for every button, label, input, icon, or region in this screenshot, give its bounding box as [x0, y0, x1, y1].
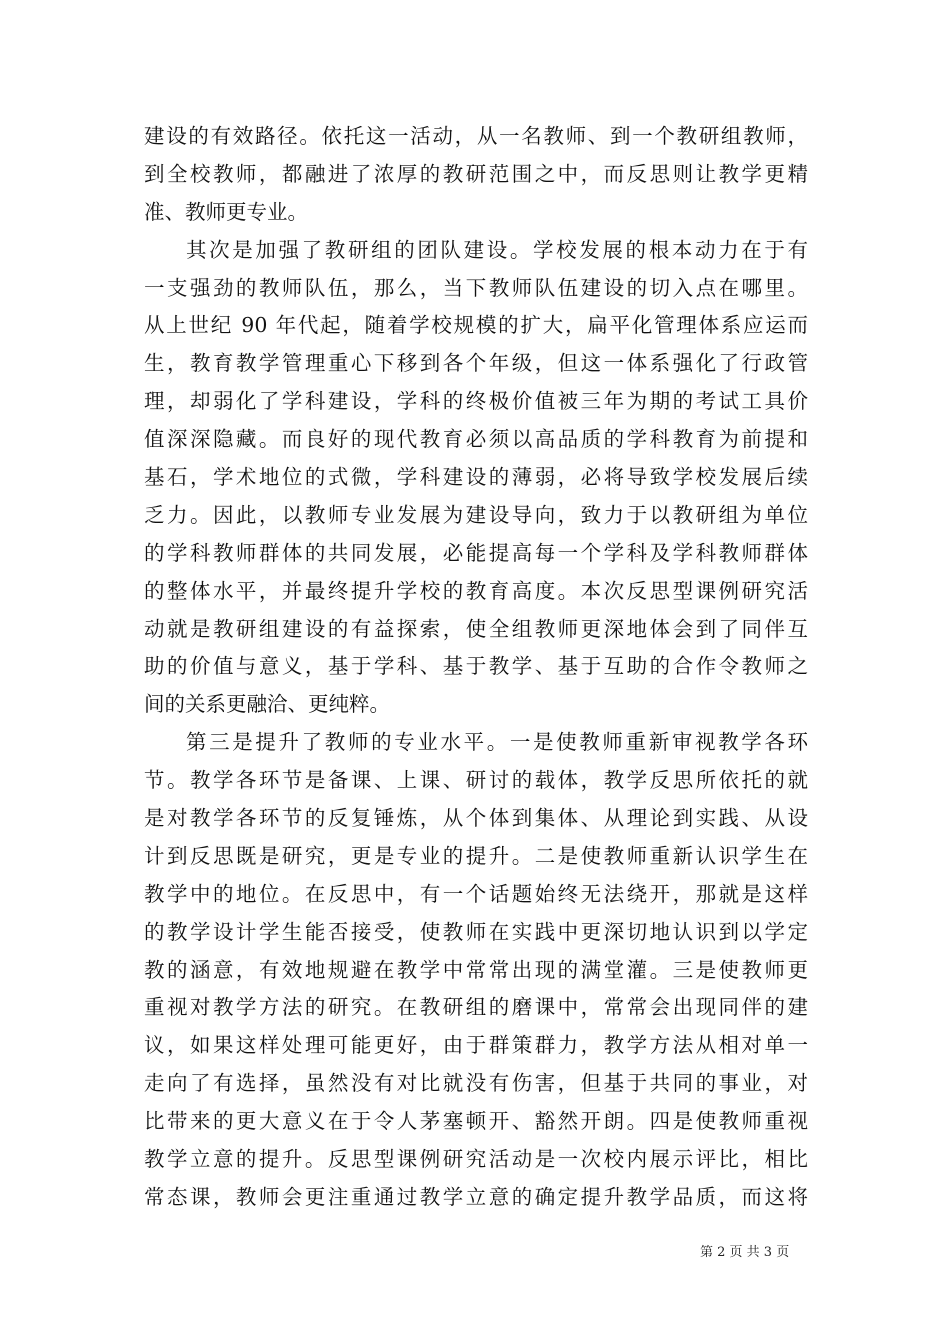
text-line: 理，却弱化了学科建设，学科的终极价值被三年为期的考试工具价	[144, 389, 808, 414]
text-line: 第三是提升了教师的专业水平。一是使教师重新审视教学各环	[186, 730, 808, 755]
text-line: 乏力。因此，以教师专业发展为建设导向，致力于以教研组为单位	[144, 502, 808, 527]
text-line: 重视对教学方法的研究。在教研组的磨课中，常常会出现同伴的建	[144, 995, 808, 1020]
text-line: 的教学设计学生能否接受，使教师在实践中更深切地认识到以学定	[144, 919, 808, 944]
text-line: 到全校教师，都融进了浓厚的教研范围之中，而反思则让教学更精	[144, 161, 808, 186]
text-line: 间的关系更融洽、更纯粹。	[144, 692, 390, 717]
text-line: 一支强劲的教师队伍，那么，当下教师队伍建设的切入点在哪里。	[144, 275, 808, 300]
text-line: 助的价值与意义，基于学科、基于教学、基于互助的合作令教师之	[144, 654, 808, 679]
text-line: 的整体水平，并最终提升学校的教育高度。本次反思型课例研究活	[144, 578, 808, 603]
text-line: 是对教学各环节的反复锤炼，从个体到集体、从理论到实践、从设	[144, 806, 808, 831]
text-line: 走向了有选择，虽然没有对比就没有伤害，但基于共同的事业，对	[144, 1071, 808, 1096]
text-line: 动就是教研组建设的有益探索，使全组教师更深地体会到了同伴互	[144, 616, 808, 641]
text-line: 的学科教师群体的共同发展，必能提高每一个学科及学科教师群体	[144, 540, 808, 565]
text-line: 准、教师更专业。	[144, 199, 308, 224]
text-line: 基石，学术地位的式微，学科建设的薄弱，必将导致学校发展后续	[144, 465, 808, 490]
text-line: 从上世纪 90 年代起，随着学校规模的扩大，扁平化管理体系应运而	[144, 313, 808, 338]
text-line: 计到反思既是研究，更是专业的提升。二是使教师重新认识学生在	[144, 843, 808, 868]
text-line: 值深深隐藏。而良好的现代教育必须以高品质的学科教育为前提和	[144, 427, 808, 452]
text-line: 生，教育教学管理重心下移到各个年级，但这一体系强化了行政管	[144, 351, 808, 376]
text-line: 教的涵意，有效地规避在教学中常常出现的满堂灌。三是使教师更	[144, 957, 808, 982]
text-line: 节。教学各环节是备课、上课、研讨的载体，教学反思所依托的就	[144, 768, 808, 793]
text-line: 议，如果这样处理可能更好，由于群策群力，教学方法从相对单一	[144, 1033, 808, 1058]
page-number: 第 2 页 共 3 页	[700, 1245, 790, 1260]
text-line: 教学立意的提升。反思型课例研究活动是一次校内展示评比，相比	[144, 1147, 808, 1172]
text-line: 常态课，教师会更注重通过教学立意的确定提升教学品质，而这将	[144, 1184, 808, 1209]
text-line: 比带来的更大意义在于令人茅塞顿开、豁然开朗。四是使教师重视	[144, 1109, 808, 1134]
text-line: 其次是加强了教研组的团队建设。学校发展的根本动力在于有	[186, 237, 808, 262]
text-line: 建设的有效路径。依托这一活动，从一名教师、到一个教研组教师，	[144, 124, 808, 148]
text-line: 教学中的地位。在反思中，有一个话题始终无法绕开，那就是这样	[144, 881, 808, 906]
body-text	[144, 118, 808, 1217]
